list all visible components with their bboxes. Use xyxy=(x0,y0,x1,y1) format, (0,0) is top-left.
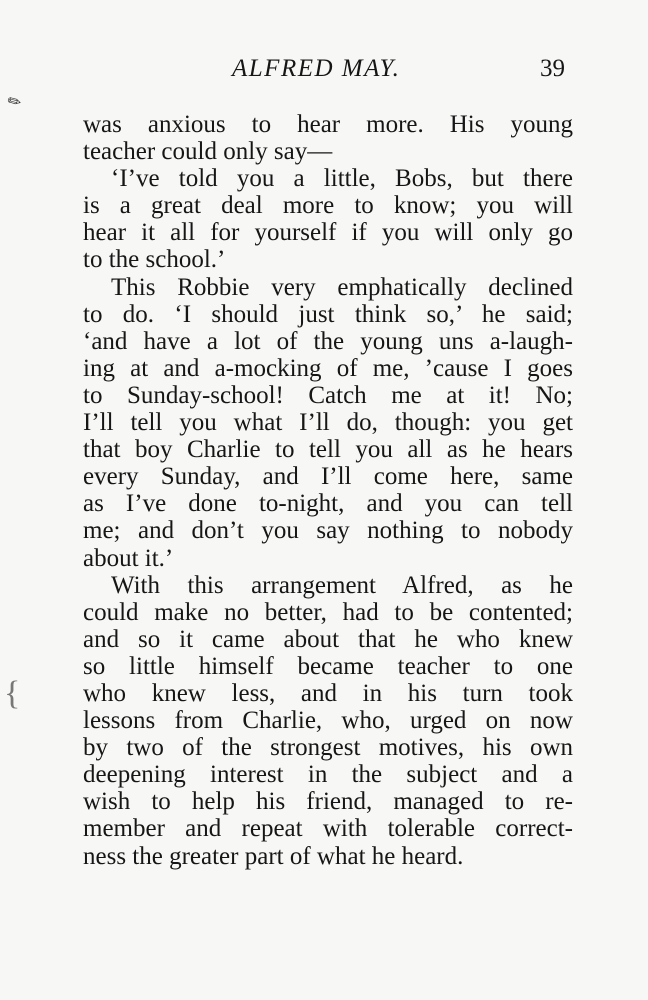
text-line: With this arrangement Alfred, as he xyxy=(111,571,573,599)
running-head-title: ALFRED MAY. xyxy=(232,55,401,82)
text-line: lessons from Charlie, who, urged on now xyxy=(83,707,573,735)
text-line: by two of the strongest motives, his own xyxy=(83,734,573,762)
text-line: member and repeat with tolerable correct- xyxy=(83,815,573,843)
text-line: me; and don’t you say nothing to nobody xyxy=(83,517,573,545)
text-line: and so it came about that he who knew xyxy=(83,625,573,653)
text-line: that boy Charlie to tell you all as he hears xyxy=(83,436,573,464)
text-line: wish to help his friend, managed to re- xyxy=(83,788,573,816)
text-line: deepening interest in the subject and a xyxy=(83,761,573,789)
text-line: This Robbie very emphatically declined xyxy=(111,273,573,301)
text-line: to do. ‘I should just think so,’ he said; xyxy=(83,300,573,328)
text-line: to Sunday-school! Catch me at it! No; xyxy=(83,381,573,409)
text-line: as I’ve done to-night, and you can tell xyxy=(83,490,573,518)
page-number: 39 xyxy=(540,55,565,82)
margin-bracket-mark: { xyxy=(4,675,21,712)
text-line: about it.’ xyxy=(83,544,174,572)
text-line: ness the greater part of what he heard. xyxy=(83,842,464,870)
text-line: every Sunday, and I’ll come here, same xyxy=(83,463,573,491)
ink-speck-mark: ✎ xyxy=(4,91,26,114)
text-line: who knew less, and in his turn took xyxy=(83,679,573,707)
text-line: I’ll tell you what I’ll do, though: you get xyxy=(83,409,573,437)
text-line: was anxious to hear more. His young xyxy=(83,111,573,138)
text-line: to the school.’ xyxy=(83,246,226,274)
text-line: ‘I’ve told you a little, Bobs, but there xyxy=(111,165,573,193)
text-line: hear it all for yourself if you will only go xyxy=(83,219,573,247)
text-line: so little himself became teacher to one xyxy=(83,652,573,680)
text-line: ‘and have a lot of the young uns a-laugh- xyxy=(83,327,573,355)
text-line: ing at and a-mocking of me, ’cause I goes xyxy=(83,354,573,382)
text-line: teacher could only say— xyxy=(83,138,333,166)
text-line: could make no better, had to be contented; xyxy=(83,598,573,626)
text-line: is a great deal more to know; you will xyxy=(83,192,573,220)
body-text xyxy=(83,111,573,870)
running-head xyxy=(0,55,648,85)
